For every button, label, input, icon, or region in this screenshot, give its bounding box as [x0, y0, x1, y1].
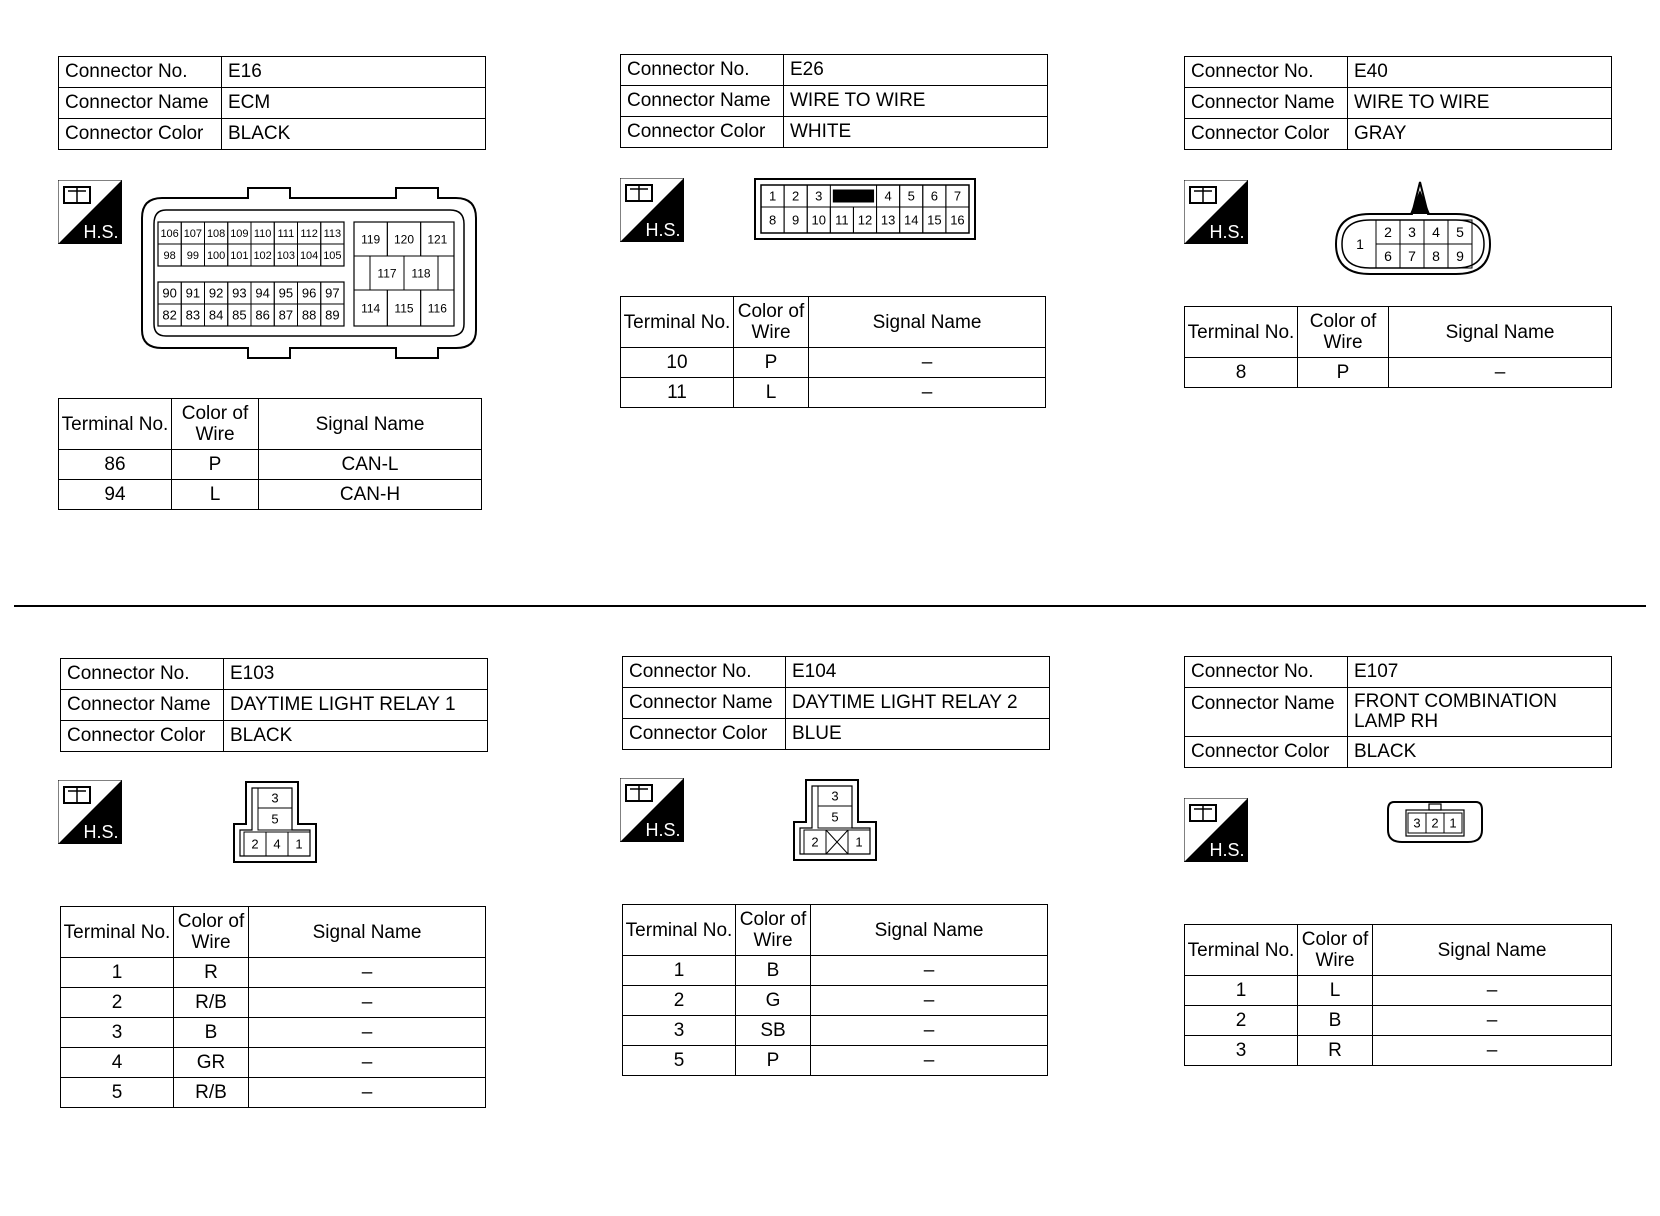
pin-label: 101: [230, 249, 249, 262]
terminal-no-cell: 1: [1185, 976, 1298, 1006]
connector-color-value: BLACK: [224, 721, 488, 752]
pin-label: 5: [1456, 224, 1464, 241]
signal-name-cell: –: [249, 988, 486, 1018]
connector-name-label: Connector Name: [1185, 688, 1348, 737]
wire-color-cell: B: [174, 1018, 249, 1048]
wire-color-cell: R/B: [174, 1078, 249, 1108]
pin-label: 10: [811, 212, 827, 228]
pin-label: 89: [325, 307, 340, 323]
signal-name-cell: –: [1389, 358, 1612, 388]
connector-no-value: E104: [786, 657, 1050, 688]
signal-name-cell: –: [1373, 1006, 1612, 1036]
connector-no-label: Connector No.: [1185, 657, 1348, 688]
hs-label: H.S.: [1209, 222, 1245, 242]
terminal-no-cell: 5: [61, 1078, 174, 1108]
terminal-table: [58, 398, 482, 510]
pin-label: 1: [1449, 815, 1457, 831]
signal-name-cell: –: [1373, 1036, 1612, 1066]
pin-label: 113: [323, 227, 342, 240]
pin-label: 4: [273, 836, 281, 852]
pin-label: 2: [1431, 815, 1439, 831]
connector-name-value: FRONT COMBINATION LAMP RH: [1348, 688, 1612, 737]
signal-name-cell: –: [809, 378, 1046, 408]
wire-color-cell: GR: [174, 1048, 249, 1078]
harness-side-icon: [1184, 798, 1248, 862]
pin-label: 3: [831, 788, 839, 804]
hs-label: H.S.: [83, 222, 119, 242]
pin-label: 8: [768, 212, 777, 228]
pin-label: 117: [377, 266, 397, 281]
pin-label: 3: [1408, 224, 1416, 241]
signal-name-header: Signal Name: [811, 905, 1048, 956]
signal-name-cell: –: [1373, 976, 1612, 1006]
connector-color-label: Connector Color: [1185, 119, 1348, 150]
pin-label: 111: [277, 227, 295, 240]
color-of-wire-header: Color of Wire: [1298, 307, 1389, 358]
terminal-no-cell: 2: [61, 988, 174, 1018]
terminal-table: [622, 904, 1048, 1076]
wire-color-cell: P: [734, 348, 809, 378]
terminal-table: [620, 296, 1046, 408]
pin-label: 82: [162, 307, 177, 323]
pin-label: 98: [163, 249, 176, 262]
signal-name-header: Signal Name: [1373, 925, 1612, 976]
pin-label: 112: [300, 227, 318, 240]
pin-label: 115: [394, 301, 414, 316]
pin-label: 108: [206, 227, 226, 240]
connector-color-label: Connector Color: [59, 119, 222, 150]
signal-name-cell: –: [811, 986, 1048, 1016]
color-of-wire-header: Color of Wire: [174, 907, 249, 958]
connector-no-value: E103: [224, 659, 488, 690]
pin-label: 99: [186, 249, 199, 262]
wire-color-cell: B: [736, 956, 811, 986]
signal-name-cell: –: [249, 1048, 486, 1078]
signal-name-cell: –: [249, 1078, 486, 1108]
table-row: [61, 1078, 486, 1108]
connector-no-label: Connector No.: [621, 55, 784, 86]
wire-color-cell: P: [736, 1046, 811, 1076]
connector-info-table: [1184, 56, 1612, 150]
pin-label: 91: [185, 285, 201, 301]
connector-info-table: [620, 54, 1048, 148]
connector-no-value: E107: [1348, 657, 1612, 688]
connector-face-e16: [138, 188, 480, 360]
hs-label: H.S.: [1209, 840, 1245, 860]
terminal-no-cell: 4: [61, 1048, 174, 1078]
signal-name-cell: –: [809, 348, 1046, 378]
connector-no-label: Connector No.: [1185, 57, 1348, 88]
pin-label: 7: [1408, 248, 1416, 265]
connector-name-label: Connector Name: [623, 688, 786, 719]
terminal-no-cell: 5: [623, 1046, 736, 1076]
table-row: [621, 348, 1046, 378]
wire-color-cell: R: [1298, 1036, 1373, 1066]
connector-no-value: E16: [222, 57, 486, 88]
connector-no-label: Connector No.: [61, 659, 224, 690]
pin-label: 7: [953, 188, 962, 204]
pin-label: 4: [1432, 224, 1440, 241]
wire-color-cell: P: [172, 450, 259, 480]
connector-color-value: BLACK: [222, 119, 486, 150]
pin-label: 85: [232, 307, 247, 323]
pin-label: 110: [253, 227, 272, 240]
connector-name-value: DAYTIME LIGHT RELAY 2: [786, 688, 1050, 719]
pin-label: 2: [792, 188, 800, 204]
signal-name-cell: CAN-L: [259, 450, 482, 480]
signal-name-cell: CAN-H: [259, 480, 482, 510]
connector-name-label: Connector Name: [59, 88, 222, 119]
connector-info-table: [58, 56, 486, 150]
pin-label: 9: [792, 212, 800, 228]
connector-color-label: Connector Color: [1185, 737, 1348, 768]
pin-label: 1: [295, 836, 303, 852]
table-row: [1185, 358, 1612, 388]
pin-label: 5: [907, 188, 915, 204]
signal-name-header: Signal Name: [259, 399, 482, 450]
blank-pin-position: [833, 190, 873, 202]
terminal-no-header: Terminal No.: [61, 907, 174, 958]
pin-label: 86: [255, 307, 270, 323]
table-row: [61, 958, 486, 988]
pin-label: 119: [361, 232, 381, 247]
pin-label: 121: [427, 232, 448, 247]
hs-label: H.S.: [645, 220, 681, 240]
connector-color-label: Connector Color: [623, 719, 786, 750]
signal-name-cell: –: [811, 956, 1048, 986]
hs-label: H.S.: [83, 822, 119, 842]
pin-label: 8: [1432, 248, 1440, 265]
connector-face-e104: [792, 778, 878, 862]
table-row: [61, 1048, 486, 1078]
signal-name-cell: –: [811, 1046, 1048, 1076]
table-row: [61, 988, 486, 1018]
table-row: [623, 986, 1048, 1016]
wire-color-cell: L: [734, 378, 809, 408]
terminal-table: [1184, 306, 1612, 388]
color-of-wire-header: Color of Wire: [734, 297, 809, 348]
connector-face-e103: [232, 780, 318, 864]
pin-label: 6: [1384, 248, 1392, 265]
connector-color-value: BLACK: [1348, 737, 1612, 768]
pin-label: 11: [835, 212, 849, 228]
pin-label: 3: [815, 188, 823, 204]
signal-name-header: Signal Name: [1389, 307, 1612, 358]
pin-label: 100: [206, 249, 226, 262]
pin-label: 109: [230, 227, 249, 240]
pin-label: 1: [1356, 236, 1364, 252]
terminal-no-header: Terminal No.: [1185, 307, 1298, 358]
wire-color-cell: L: [172, 480, 259, 510]
pin-label: 12: [857, 212, 873, 228]
signal-name-cell: –: [249, 1018, 486, 1048]
wire-color-cell: R: [174, 958, 249, 988]
table-row: [623, 956, 1048, 986]
harness-side-icon: [620, 778, 684, 842]
color-of-wire-header: Color of Wire: [172, 399, 259, 450]
table-row: [59, 480, 482, 510]
signal-name-header: Signal Name: [809, 297, 1046, 348]
connector-face-e40: [1330, 180, 1494, 278]
pin-label: 95: [278, 285, 294, 301]
pin-label: 6: [930, 188, 938, 204]
connector-name-value: WIRE TO WIRE: [1348, 88, 1612, 119]
pin-label: 15: [927, 212, 942, 228]
pin-label: 2: [251, 836, 259, 852]
pin-label: 92: [208, 285, 224, 301]
connector-color-value: GRAY: [1348, 119, 1612, 150]
pin-label: 84: [208, 307, 224, 323]
pin-label: 9: [1456, 248, 1464, 265]
terminal-no-cell: 86: [59, 450, 172, 480]
connector-name-value: DAYTIME LIGHT RELAY 1: [224, 690, 488, 721]
pin-label: 114: [361, 301, 381, 316]
wire-color-cell: G: [736, 986, 811, 1016]
terminal-no-cell: 3: [61, 1018, 174, 1048]
pin-label: 97: [325, 285, 340, 301]
color-of-wire-header: Color of Wire: [1298, 925, 1373, 976]
pin-label: 2: [1384, 224, 1392, 241]
pin-label: 16: [950, 212, 965, 228]
connector-name-value: ECM: [222, 88, 486, 119]
pin-label: 94: [255, 285, 270, 301]
connector-face-e107: [1386, 800, 1484, 846]
pin-label: 118: [411, 266, 431, 281]
connector-color-value: BLUE: [786, 719, 1050, 750]
signal-name-cell: –: [811, 1016, 1048, 1046]
pin-label: 2: [811, 834, 819, 850]
pin-label: 93: [232, 285, 247, 301]
pin-label: 87: [278, 307, 294, 323]
pin-label: 4: [884, 188, 892, 204]
table-row: [1185, 1006, 1612, 1036]
connector-no-value: E26: [784, 55, 1048, 86]
terminal-no-cell: 3: [623, 1016, 736, 1046]
terminal-table: [1184, 924, 1612, 1066]
table-row: [623, 1046, 1048, 1076]
color-of-wire-header: Color of Wire: [736, 905, 811, 956]
pin-label: 96: [301, 285, 317, 301]
terminal-no-header: Terminal No.: [623, 905, 736, 956]
table-row: [1185, 1036, 1612, 1066]
terminal-no-cell: 10: [621, 348, 734, 378]
pin-label: 105: [323, 249, 342, 262]
connector-no-label: Connector No.: [59, 57, 222, 88]
connector-info-table: [622, 656, 1050, 750]
terminal-no-cell: 8: [1185, 358, 1298, 388]
terminal-table: [60, 906, 486, 1108]
terminal-no-cell: 11: [621, 378, 734, 408]
connector-color-label: Connector Color: [61, 721, 224, 752]
pin-label: 103: [276, 249, 296, 262]
pin-label: 83: [185, 307, 201, 323]
pin-label: 107: [183, 227, 203, 240]
connector-name-value: WIRE TO WIRE: [784, 86, 1048, 117]
hs-label: H.S.: [645, 820, 681, 840]
pin-label: 3: [271, 790, 279, 806]
pin-label: 5: [271, 811, 279, 827]
terminal-no-header: Terminal No.: [59, 399, 172, 450]
wire-color-cell: P: [1298, 358, 1389, 388]
table-row: [59, 450, 482, 480]
pin-label: 1: [768, 188, 777, 204]
section-divider: [14, 605, 1646, 607]
connector-no-value: E40: [1348, 57, 1612, 88]
wire-color-cell: R/B: [174, 988, 249, 1018]
pin-label: 90: [162, 285, 177, 301]
pin-label: 14: [903, 212, 919, 228]
pin-label: 106: [160, 227, 179, 240]
pin-label: 88: [301, 307, 317, 323]
connector-no-label: Connector No.: [623, 657, 786, 688]
connector-color-value: WHITE: [784, 117, 1048, 148]
terminal-no-cell: 2: [1185, 1006, 1298, 1036]
pin-label: 104: [299, 249, 319, 262]
table-row: [61, 1018, 486, 1048]
connector-info-table: [60, 658, 488, 752]
connector-face-e26: [754, 178, 976, 240]
terminal-no-header: Terminal No.: [621, 297, 734, 348]
harness-side-icon: [1184, 180, 1248, 244]
wire-color-cell: SB: [736, 1016, 811, 1046]
terminal-no-cell: 3: [1185, 1036, 1298, 1066]
connector-info-table: [1184, 656, 1612, 768]
pin-label: 120: [393, 232, 415, 247]
pin-label: 5: [831, 809, 839, 825]
terminal-no-cell: 94: [59, 480, 172, 510]
wire-color-cell: B: [1298, 1006, 1373, 1036]
wire-color-cell: L: [1298, 976, 1373, 1006]
connector-color-label: Connector Color: [621, 117, 784, 148]
terminal-no-cell: 2: [623, 986, 736, 1016]
harness-side-icon: [620, 178, 684, 242]
table-row: [1185, 976, 1612, 1006]
pin-label: 13: [880, 212, 896, 228]
pin-label: 3: [1413, 815, 1421, 831]
signal-name-header: Signal Name: [249, 907, 486, 958]
harness-side-icon: [58, 780, 122, 844]
terminal-no-header: Terminal No.: [1185, 925, 1298, 976]
terminal-no-cell: 1: [623, 956, 736, 986]
connector-name-label: Connector Name: [61, 690, 224, 721]
pin-label: 102: [253, 249, 272, 262]
table-row: [621, 378, 1046, 408]
connector-name-label: Connector Name: [1185, 88, 1348, 119]
connector-name-label: Connector Name: [621, 86, 784, 117]
signal-name-cell: –: [249, 958, 486, 988]
harness-side-icon: [58, 180, 122, 244]
pin-grid: [1408, 813, 1462, 833]
polarity-key-icon: [1410, 190, 1430, 214]
pin-label: 116: [427, 301, 447, 316]
table-row: [623, 1016, 1048, 1046]
pin-label: 1: [855, 834, 863, 850]
terminal-no-cell: 1: [61, 958, 174, 988]
